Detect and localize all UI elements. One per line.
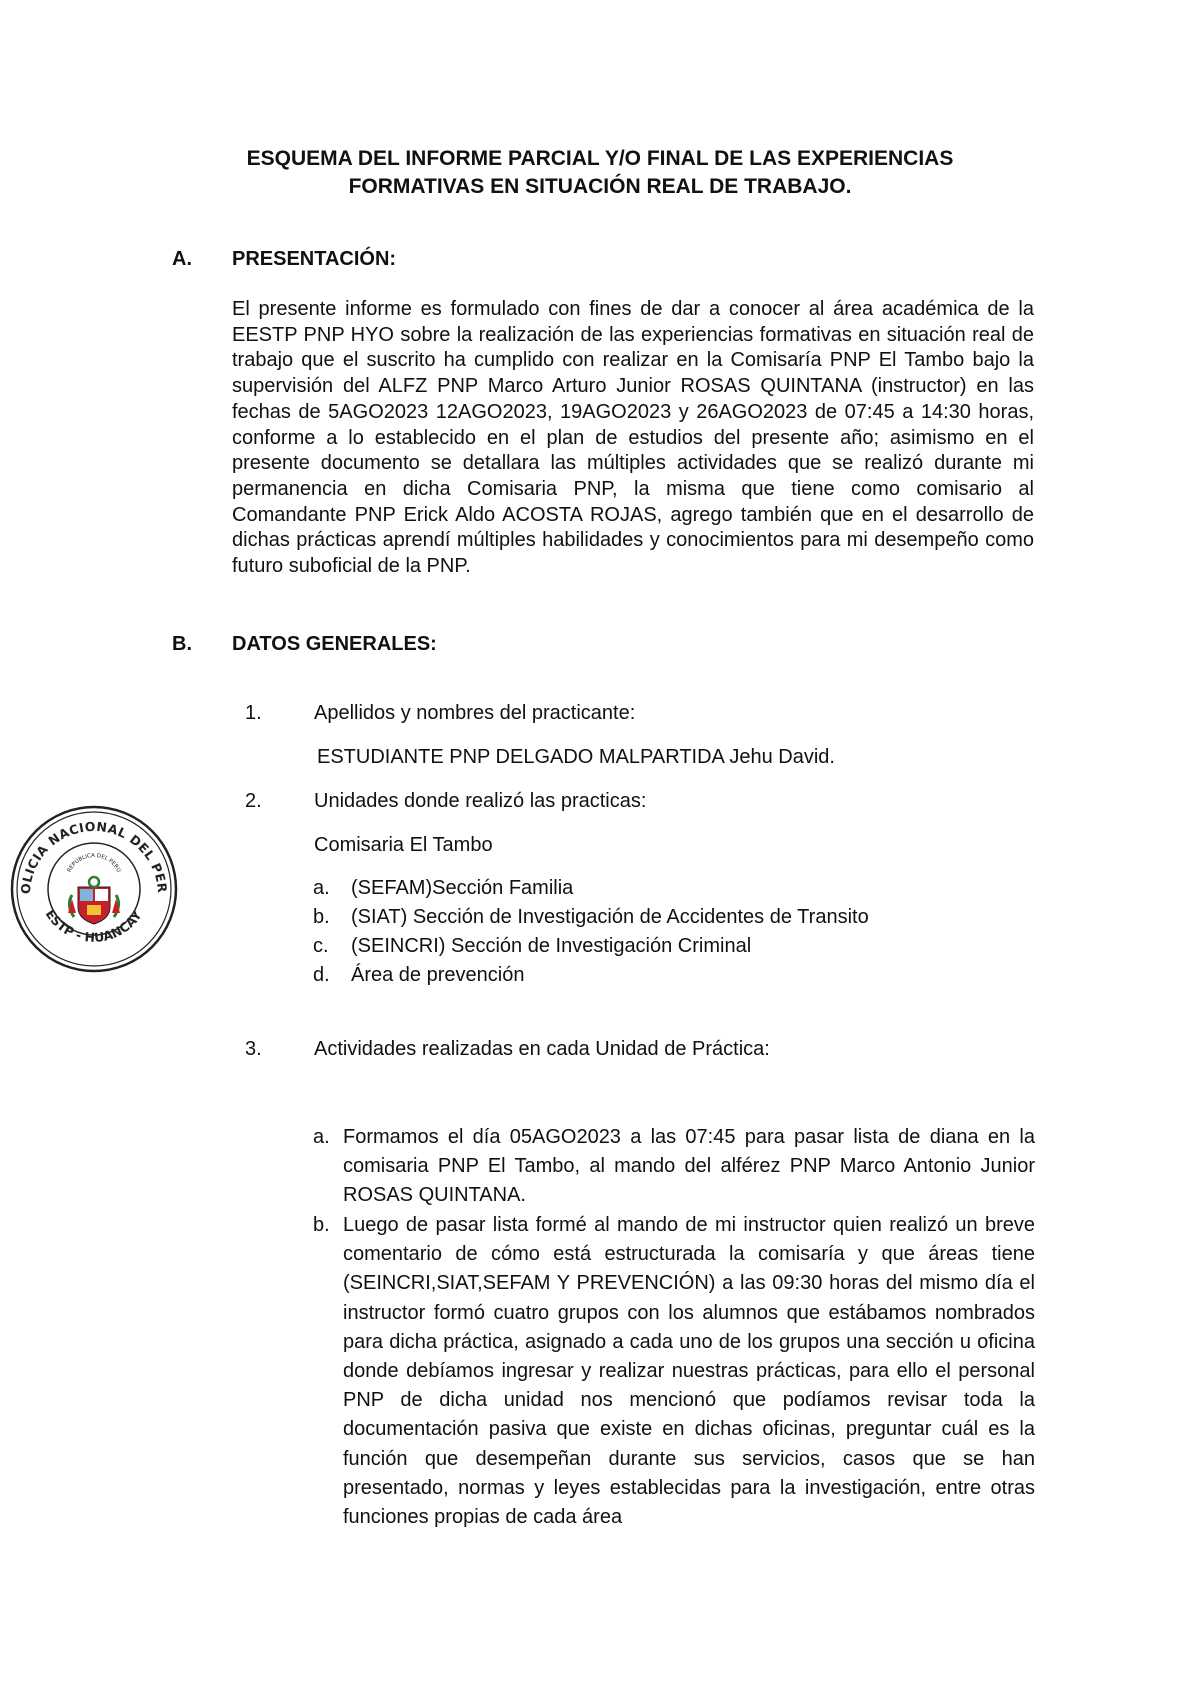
- activity-item-b: b. Luego de pasar lista formé al mando de mi instructor quien realizó un breve comentario de cómo está estructurada la comisaría y que áreas tiene (SEINCRI,SIAT,SEFAM Y PREVENCIÓN) a las 09:30 horas del mismo día el instructor formó cuatro grupos con los alumnos que estábamos nombrados para dicha práctica, asignado a cada uno de los grupos una sección u oficina donde debíamos ingresar y realizar nuestras prácticas, para ello el personal PNP de dicha unidad nos mencionó que podíamos revisar toda la documentación pasiva que existe en dichas oficinas, preguntar cuál es la función que desempeñan durante sus servicios, casos que se han presentado, normas y leyes establecidas para la investigación, entre otras funciones propias de cada área: [313, 1214, 1035, 1529]
- svg-text:EESTP - HUANCAYO: ESTP - HUANCAY: [42, 906, 145, 946]
- svg-text:REPÚBLICA DEL PERÚ: REPÚBLICA DEL PERÚ: [66, 852, 122, 874]
- item-label: Actividades realizadas en cada Unidad de Práctica:: [314, 1038, 770, 1060]
- svg-text:POLICIA NACIONAL DEL PERÚ: OLICIA NACIONAL DEL PER: [17, 818, 171, 895]
- section-a-letter: A.: [172, 248, 192, 270]
- police-seal-stamp: [8, 803, 180, 975]
- activity-item-a: a. Formamos el día 05AGO2023 a las 07:45 para pasar lista de diana en la comisaria PNP El Tambo, al mando del alférez PNP Marco Antonio Junior ROSAS QUINTANA.: [313, 1126, 1035, 1207]
- document-title: [150, 145, 1050, 201]
- section-b-title: DATOS GENERALES:: [232, 633, 437, 655]
- section-a-title: PRESENTACIÓN:: [232, 248, 397, 270]
- document-page: ESQUEMA DEL INFORME PARCIAL Y/O FINAL DE LAS EXPERIENCIAS FORMATIVAS EN SITUACIÓN REAL DE TRABAJO. A. PRESENTACIÓN: El presente informe es formulado con fines de dar a conocer al área académica de la EESTP PNP HYO sobre la realización de las experiencias formativas en situación real de trabajo que el suscrito ha cumplido con realizar en la Comisaría PNP El Tambo bajo la supervisión del ALFZ PNP Marco Arturo Junior ROSAS QUINTANA (instructor) en las fechas de 5AGO2023 12AGO2023, 19AGO2023 y 26AGO2023 de 07:45 a 14:30 horas, conforme a lo establecido en el plan de estudios del presente año; asimismo en el presente documento se detallara las múltiples actividades que se realizó durante mi permanencia en dicha Comisaria PNP, la misma que tiene como comisario al Comandante PNP Erick Aldo ACOSTA ROJAS, agrego también que en el desarrollo de dichas prácticas aprendí múltiples habilidades y conocimientos para mi desempeño como futuro suboficial de la PNP. B. DATOS GENERALES: 1. Apellidos y nombres del practicante: ESTUDIANTE PNP DELGADO MALPARTIDA Jehu David. 2. Unidades donde realizó las practicas: Comisaria El Tambo a. (SEFAM)Sección Familia b. (SIAT) Sección de Investigación de Accidentes de Transito c. (SEINCRI) Sección de Investigación Criminal d. Área de prevención 3. Actividades realizadas en cada Unidad de Práctica: a. Formamos el día 05AGO2023 a las 07:45 para pasar lista de diana en la comisaria PNP El Tambo, al mando del alférez PNP Marco Antonio Junior ROSAS QUINTANA. b. Luego de pasar lista formé al mando de mi instructor quien realizó un breve comentario de cómo está estructurada la comisaría y que áreas tiene (SEINCRI,SIAT,SEFAM Y PREVENCIÓN) a las 09:30 horas del mismo día el instructor formó cuatro grupos con los alumnos que estábamos nombrados para dicha práctica, asignado a cada uno de los grupos una sección u oficina donde debíamos ingresar y realizar nuestras prácticas, para ello el personal PNP de dicha unidad nos mencionó que podíamos revisar toda la documentación pasiva que existe en dichas oficinas, preguntar cuál es la función que desempeñan durante sus servicios, casos que se han presentado, normas y leyes establecidas para la investigación, entre otras funciones propias de cada área OLICIA NACIONAL DEL PER ESTP - HUANCAY REPÚBLICA DEL PERÚ: [0, 0, 1200, 1698]
- unit-name: Comisaria El Tambo: [314, 834, 493, 856]
- item-number: 1.: [245, 702, 262, 724]
- title-line-2: FORMATIVAS EN SITUACIÓN REAL DE TRABAJO.: [348, 175, 852, 198]
- seal-icon: [8, 803, 180, 975]
- section-a-heading: [172, 246, 772, 272]
- item-number: 2.: [245, 790, 262, 812]
- general-item-1: [245, 700, 945, 726]
- item-number: 3.: [245, 1038, 262, 1060]
- general-item-2: [245, 788, 945, 814]
- item-label: Unidades donde realizó las practicas:: [314, 790, 647, 812]
- practicante-name: ESTUDIANTE PNP DELGADO MALPARTIDA Jehu David.: [317, 746, 835, 768]
- title-line-1: ESQUEMA DEL INFORME PARCIAL Y/O FINAL DE LAS EXPERIENCIAS: [246, 147, 954, 170]
- presentation-paragraph: El presente informe es formulado con fines de dar a conocer al área académica de la EESTP PNP HYO sobre la realización de las experiencias formativas en situación real de trabajo que el suscrito ha cumplido con realizar en la Comisaría PNP El Tambo bajo la supervisión del ALFZ PNP Marco Arturo Junior ROSAS QUINTANA (instructor) en las fechas de 5AGO2023 12AGO2023, 19AGO2023 y 26AGO2023 de 07:45 a 14:30 horas, conforme a lo establecido en el plan de estudios del presente año; asimismo en el presente documento se detallara las múltiples actividades que se realizó durante mi permanencia en dicha Comisaria PNP, la misma que tiene como comisario al Comandante PNP Erick Aldo ACOSTA ROJAS, agrego también que en el desarrollo de dichas prácticas aprendí múltiples habilidades y conocimientos para mi desempeño como futuro suboficial de la PNP.: [232, 298, 1034, 578]
- item-label: Apellidos y nombres del practicante:: [314, 702, 636, 724]
- section-b-heading: [172, 631, 772, 657]
- general-item-3: [245, 1036, 945, 1062]
- section-b-letter: B.: [172, 633, 192, 655]
